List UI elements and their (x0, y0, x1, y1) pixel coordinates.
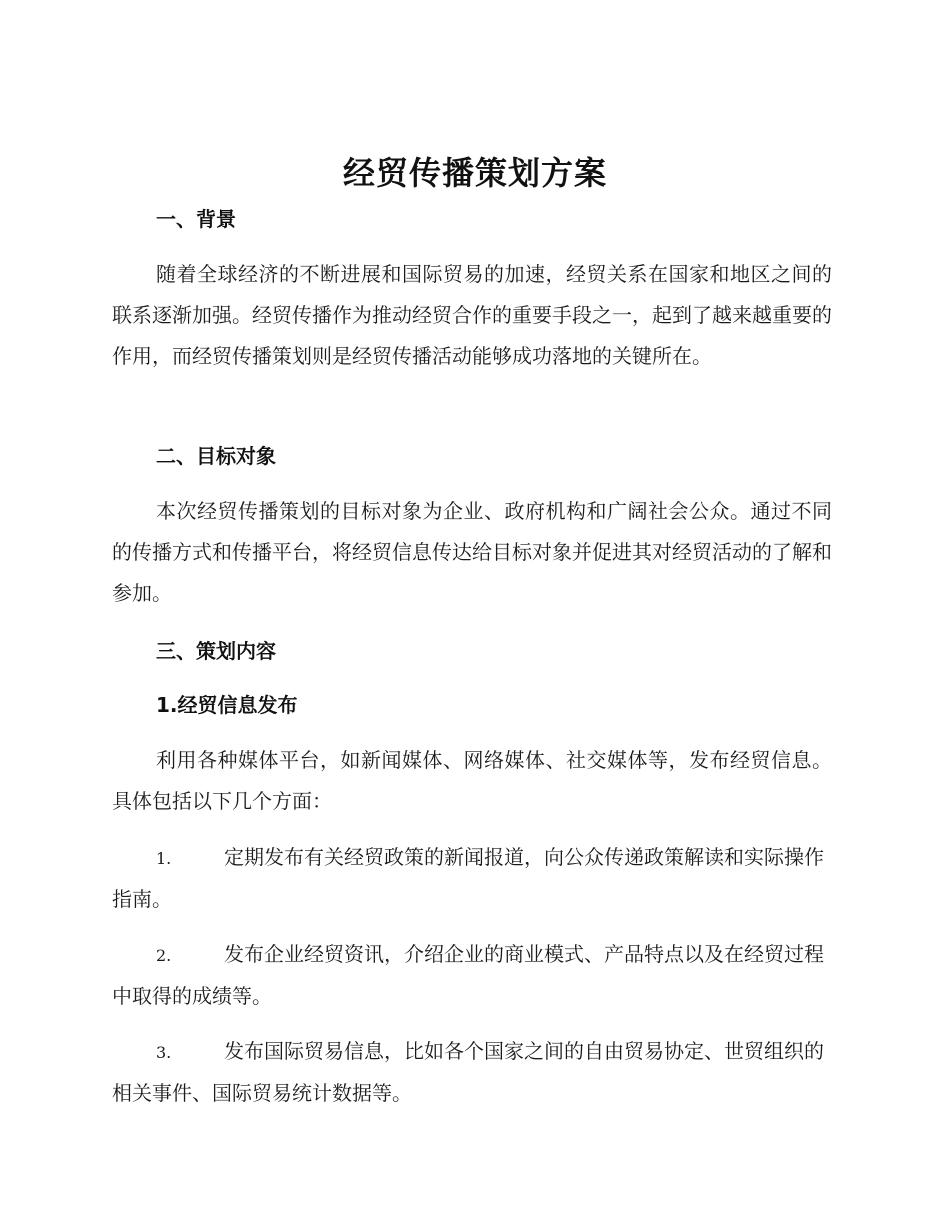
list-item-text: 定期发布有关经贸政策的新闻报道，向公众传递政策解读和实际操作指南。 (112, 845, 824, 911)
background-paragraph: 随着全球经济的不断进展和国际贸易的加速，经贸关系在国家和地区之间的联系逐渐加强。经贸传播作为推动经贸合作的重要手段之一，起到了越来越重要的作用，而经贸传播策划则是经贸传播活动能够成功落地的关键所在。 (112, 262, 832, 368)
target-paragraph: 本次经贸传播策划的目标对象为企业、政府机构和广阔社会公众。通过不同的传播方式和传播平台，将经贸信息传达给目标对象并促进其对经贸活动的了解和参加。 (112, 499, 832, 605)
list-item-text: 发布企业经贸资讯，介绍企业的商业模式、产品特点以及在经贸过程中取得的成绩等。 (112, 942, 824, 1008)
list-item-number: 1. (156, 849, 172, 868)
section-heading-target: 二、目标对象 (156, 444, 276, 468)
list-item (112, 934, 832, 1017)
list-item-text: 发布国际贸易信息，比如各个国家之间的自由贸易协定、世贸组织的相关事件、国际贸易统计数据等。 (112, 1039, 824, 1105)
section-heading-background: 一、背景 (156, 207, 236, 231)
list-item-number: 3. (156, 1043, 172, 1062)
list-item-number: 2. (156, 946, 172, 965)
list-item (112, 1031, 832, 1114)
info-release-paragraph: 利用各种媒体平台，如新闻媒体、网络媒体、社交媒体等，发布经贸信息。具体包括以下几个方面： (112, 748, 832, 813)
list-item (112, 837, 832, 920)
section-heading-content: 三、策划内容 (156, 639, 276, 663)
document-title: 经贸传播策划方案 (342, 154, 607, 192)
subheading-info-release: 1.经贸信息发布 (156, 693, 298, 717)
